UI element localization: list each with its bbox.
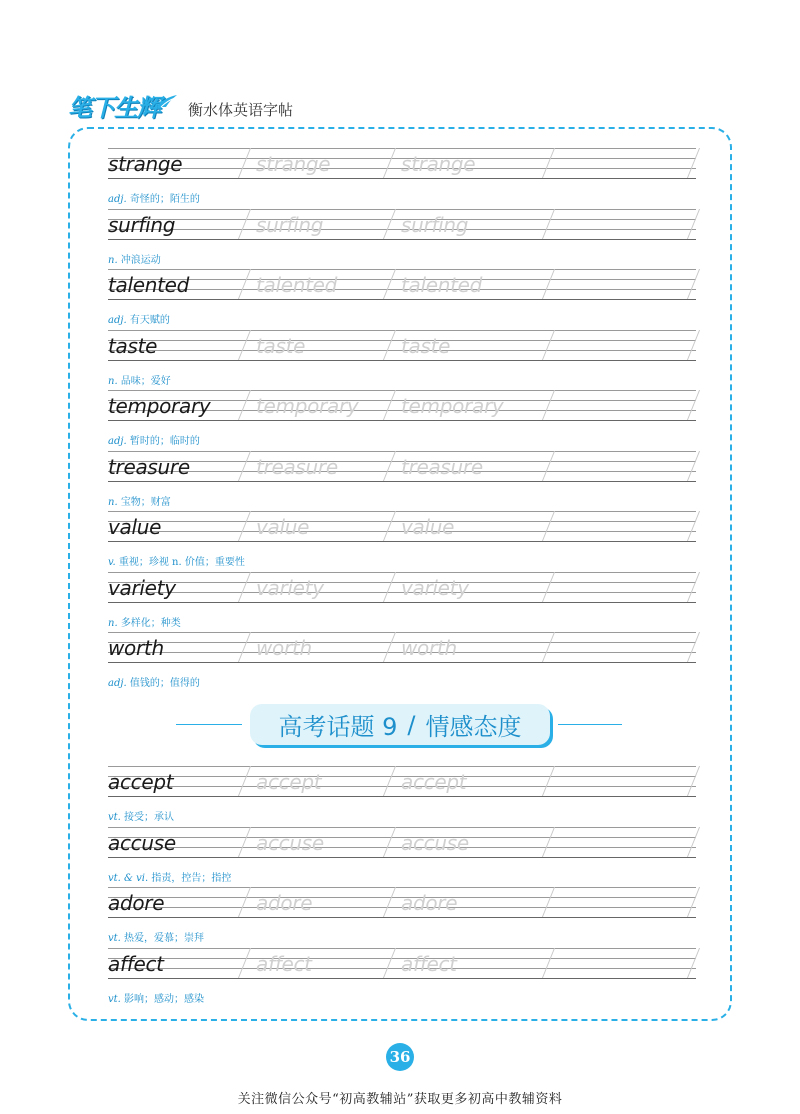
vocab-word: accept <box>108 770 174 794</box>
part-of-speech: v. <box>108 557 116 568</box>
trace-word: strange <box>256 152 331 176</box>
topic-title: 高考话题 9 <box>278 713 398 741</box>
part-of-speech: adj. <box>108 678 127 689</box>
slash-divider <box>383 887 397 917</box>
slash-divider <box>542 948 556 978</box>
word-definition <box>108 614 181 629</box>
word-definition <box>108 869 231 884</box>
ruling-line <box>108 511 696 512</box>
vocab-word: taste <box>108 333 158 358</box>
meaning-text: 值钱的；值得的 <box>129 678 200 689</box>
slash-divider <box>383 209 397 239</box>
vocab-word: variety <box>108 575 176 600</box>
ruling-line <box>108 602 696 603</box>
word-definition <box>108 493 171 508</box>
trace-word: accuse <box>256 830 324 855</box>
word-definition <box>108 674 200 689</box>
slash-divider <box>238 572 252 602</box>
topic-banner <box>250 704 550 745</box>
ruling-line <box>108 572 696 573</box>
trace-word: worth <box>256 636 312 660</box>
meaning-text: 热爱，爱慕；崇拜 <box>124 933 205 944</box>
ruling-line <box>108 857 696 858</box>
trace-word: talented <box>256 273 338 297</box>
slash-divider <box>383 451 397 481</box>
vocab-word: accuse <box>108 830 176 855</box>
topic-separator: / <box>407 710 416 739</box>
part-of-speech: vt. <box>108 993 121 1005</box>
part-of-speech: n. <box>108 617 118 629</box>
meaning-text: 品味；爱好 <box>120 375 171 387</box>
slash-divider <box>238 948 252 978</box>
word-row <box>108 885 696 925</box>
meaning-text: 有天赋的 <box>129 315 170 326</box>
ruling-line <box>108 766 696 767</box>
ruling-line <box>108 481 696 482</box>
meaning-text: 重视；珍视 n. 价值；重要性 <box>118 557 245 568</box>
ruling-line <box>108 451 696 452</box>
word-row <box>108 328 696 368</box>
meaning-text: 奇怪的；陌生的 <box>129 194 200 205</box>
slash-divider <box>542 511 556 541</box>
trace-word: surfing <box>401 212 469 237</box>
ruling-line <box>108 269 696 270</box>
slash-divider <box>542 390 556 420</box>
meaning-text: 影响；感动；感染 <box>124 993 205 1005</box>
part-of-speech: adj. <box>108 194 127 205</box>
vocab-word: affect <box>108 951 164 976</box>
vocab-word: temporary <box>108 394 211 418</box>
slash-divider <box>238 887 252 917</box>
meaning-text: 暂时的；临时的 <box>129 436 200 447</box>
slash-divider <box>542 887 556 917</box>
slash-divider <box>542 269 556 299</box>
topic-subtitle: 情感态度 <box>425 713 522 741</box>
vocab-word: value <box>108 515 162 539</box>
trace-word: accept <box>401 770 467 794</box>
slash-divider <box>542 632 556 662</box>
trace-word: treasure <box>401 454 483 479</box>
trace-word: variety <box>256 575 324 600</box>
slash-divider <box>238 511 252 541</box>
trace-word: temporary <box>256 394 359 418</box>
word-row <box>108 630 696 670</box>
trace-word: strange <box>401 152 476 176</box>
trace-word: temporary <box>401 394 504 418</box>
trace-word: value <box>256 515 310 539</box>
word-definition <box>108 311 170 326</box>
meaning-text: 接受；承认 <box>124 812 175 823</box>
vocab-word: worth <box>108 636 164 660</box>
vocab-word: talented <box>108 273 190 297</box>
wing-icon <box>156 94 178 108</box>
ruling-line <box>108 887 696 888</box>
vocab-word: surfing <box>108 212 176 237</box>
trace-word: affect <box>256 951 312 976</box>
word-row <box>108 388 696 428</box>
part-of-speech: n. <box>108 375 118 387</box>
meaning-text: 宝物；财富 <box>120 496 171 508</box>
footer-note: 关注微信公众号“初高教辅站”获取更多初高中教辅资料 <box>237 1092 563 1107</box>
word-definition <box>108 251 161 266</box>
word-row <box>108 764 696 804</box>
book-subtitle: 衡水体英语字帖 <box>188 101 294 119</box>
page-number: 36 <box>386 1043 414 1071</box>
ruling-line <box>108 827 696 828</box>
slash-divider <box>542 209 556 239</box>
slash-divider <box>542 451 556 481</box>
ruling-line <box>108 632 696 633</box>
ruling-line <box>108 209 696 210</box>
slash-divider <box>542 330 556 360</box>
ruling-line <box>108 796 696 797</box>
ruling-line <box>108 917 696 918</box>
word-definition <box>108 808 174 823</box>
part-of-speech: vt. <box>108 812 121 823</box>
word-row <box>108 946 696 986</box>
banner-line-right <box>558 724 622 725</box>
slash-divider <box>238 451 252 481</box>
slash-divider <box>238 766 252 796</box>
slash-divider <box>238 827 252 857</box>
word-row <box>108 825 696 865</box>
slash-divider <box>542 827 556 857</box>
slash-divider <box>542 572 556 602</box>
meaning-text: 指责，控告；指控 <box>151 872 232 884</box>
ruling-line <box>108 948 696 949</box>
ruling-line <box>108 390 696 391</box>
slash-divider <box>238 209 252 239</box>
trace-word: value <box>401 515 455 539</box>
word-row <box>108 570 696 610</box>
slash-divider <box>383 948 397 978</box>
ruling-line <box>108 541 696 542</box>
trace-word: accuse <box>401 830 469 855</box>
trace-word: taste <box>256 333 306 358</box>
brand-header <box>68 84 293 120</box>
ruling-line <box>108 148 696 149</box>
trace-word: affect <box>401 951 457 976</box>
part-of-speech: n. <box>108 254 118 266</box>
slash-divider <box>238 148 252 178</box>
ruling-line <box>108 360 696 361</box>
word-row <box>108 146 696 186</box>
slash-divider <box>383 148 397 178</box>
vocab-word: strange <box>108 152 183 176</box>
slash-divider <box>238 390 252 420</box>
brand-logo: 笔下生辉 <box>68 94 160 122</box>
word-definition <box>108 432 200 447</box>
ruling-line <box>108 178 696 179</box>
trace-word: surfing <box>256 212 324 237</box>
slash-divider <box>383 572 397 602</box>
part-of-speech: adj. <box>108 315 127 326</box>
trace-word: talented <box>401 273 483 297</box>
vocab-word: treasure <box>108 454 190 479</box>
slash-divider <box>383 511 397 541</box>
trace-word: variety <box>401 575 469 600</box>
trace-word: adore <box>401 891 458 915</box>
slash-divider <box>238 632 252 662</box>
word-row <box>108 267 696 307</box>
meaning-text: 冲浪运动 <box>120 254 161 266</box>
part-of-speech: vt. <box>108 933 121 944</box>
ruling-line <box>108 299 696 300</box>
trace-word: adore <box>256 891 313 915</box>
slash-divider <box>542 148 556 178</box>
part-of-speech: vt. & vi. <box>108 872 149 884</box>
trace-word: taste <box>401 333 451 358</box>
slash-divider <box>383 390 397 420</box>
banner-line-left <box>176 724 242 725</box>
trace-word: accept <box>256 770 322 794</box>
slash-divider <box>383 269 397 299</box>
word-definition <box>108 190 200 205</box>
trace-word: treasure <box>256 454 338 479</box>
slash-divider <box>238 330 252 360</box>
trace-word: worth <box>401 636 457 660</box>
part-of-speech: n. <box>108 496 118 508</box>
ruling-line <box>108 420 696 421</box>
ruling-line <box>108 239 696 240</box>
slash-divider <box>542 766 556 796</box>
slash-divider <box>383 827 397 857</box>
ruling-line <box>108 662 696 663</box>
slash-divider <box>238 269 252 299</box>
slash-divider <box>383 330 397 360</box>
slash-divider <box>383 632 397 662</box>
word-definition <box>108 990 204 1005</box>
ruling-line <box>108 330 696 331</box>
word-definition <box>108 929 204 944</box>
word-row <box>108 449 696 489</box>
meaning-text: 多样化；种类 <box>120 617 181 629</box>
word-definition <box>108 553 245 568</box>
slash-divider <box>383 766 397 796</box>
word-definition <box>108 372 171 387</box>
part-of-speech: adj. <box>108 436 127 447</box>
vocab-word: adore <box>108 891 165 915</box>
word-row <box>108 207 696 247</box>
ruling-line <box>108 978 696 979</box>
word-row <box>108 509 696 549</box>
